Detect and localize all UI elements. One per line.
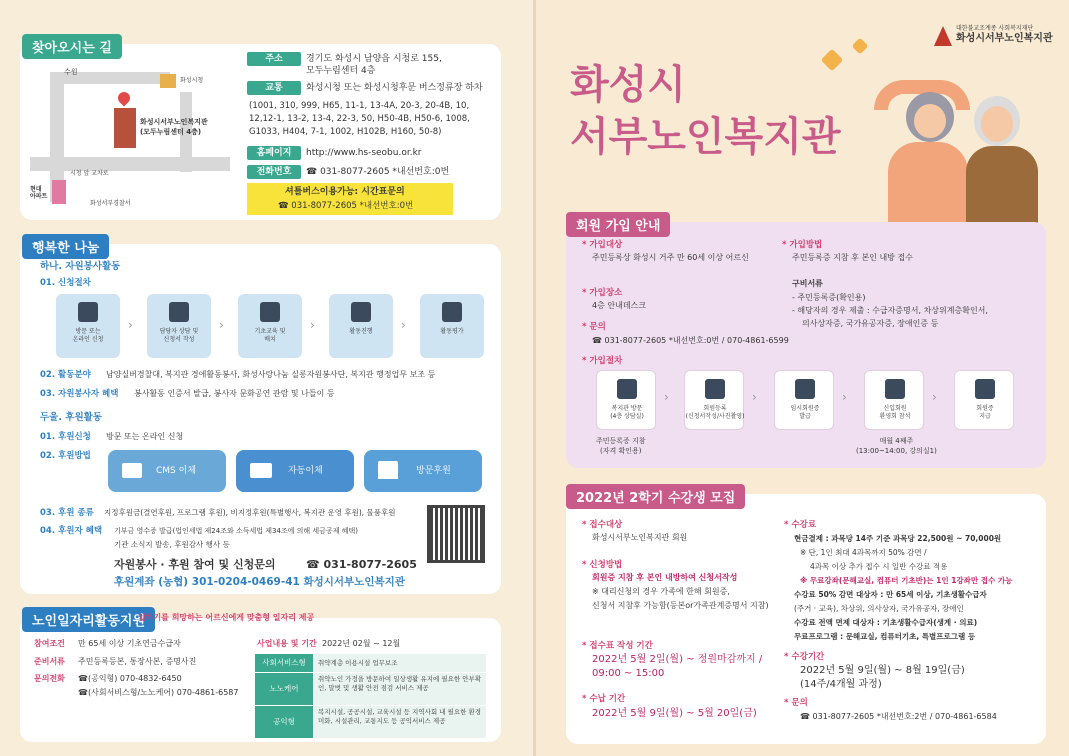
vol-step-1-caption: 방문 또는 온라인 신청 [72,328,104,343]
c-period-label: * 수강기간 [784,652,825,662]
title-line-1: 화성시 [570,62,686,108]
sharing-header: 행복한 나눔 [22,234,109,259]
c-apply-3: 신청서 지참후 가능함(등본or가족관계증명서 지참) [592,601,769,610]
inquiry-phone: ☎ 031-8077-2605 [306,558,417,571]
m-step-3 [774,370,834,430]
m-doc-2: - 해당자의 경우 제출 : 수급자증명서, 차상위계층확인서, [792,306,988,315]
heart-icon [852,38,869,55]
city-hall-building [160,74,176,88]
address-text-2: 모두누림센터 4층 [306,66,376,76]
jobs-header: 노인일자리활동지원 [22,607,155,632]
jobs-subheader: 일하기를 희망하는 어르신에게 맞춤형 일자리 제공 [138,613,315,622]
register-icon [705,379,725,399]
address-text: 경기도 화성시 남양읍 시청로 155, [306,54,442,64]
c-half-2: (주거 · 교육), 차상위, 의사상자, 국가유공자, 장애인 [794,604,964,613]
s4-text-b: 기관 소식지 발송, 후원감사 행사 등 [114,540,230,549]
auto-transfer-card [236,450,354,492]
id-card-icon [795,379,815,399]
vol-step-3 [238,294,302,358]
period-label: 사업내용 및 기간 [257,639,317,648]
benefit-text: 봉사활동 인증서 발급, 봉사자 문화공연 관람 및 나들이 등 [134,389,335,398]
m-doc-1: - 주민등록증(확인용) [792,293,866,302]
org-top: 대한불교조계종 사회복지재단 [956,25,1034,32]
couple-illustration [866,60,1046,225]
m-doc-3: 의사상자증, 국가유공자증, 장애인증 등 [802,319,939,328]
s1-text: 방문 또는 온라인 신청 [106,432,184,441]
shuttle-phone: ☎ 031-8077-2605 *내선번호:0번 [278,201,414,211]
map-label-intersection: 시청 앞 교차로 [70,170,109,177]
chevron-right-icon: › [401,318,406,332]
m-note-2: 매월 4째주 (13:00~14:00, 강의실1) [856,437,937,455]
bus-line-1: (1001, 310, 999, H65, 11-1, 13-4A, 20-3, 20-4B, 10, [249,101,470,111]
address-label: 주소 [247,52,301,66]
grandma-face [914,104,946,138]
c-apply-label: * 신청방법 [582,560,623,570]
c-target-label: * 접수대상 [582,520,623,530]
membership-header: 회원 가입 안내 [566,212,670,237]
web-label: 홈페이지 [247,146,301,160]
chevron-right-icon: › [664,390,669,404]
m-step-2 [684,370,744,430]
center-building [114,108,136,148]
s1-label: 01. 후원신청 [40,432,91,442]
c-pay-label: * 수납 기간 [582,694,626,704]
apartment-building [52,180,66,204]
right-panel [536,0,1069,756]
m-step-5 [954,370,1014,430]
vol-step-5-caption: 활동평가 [440,328,464,335]
m-step-4 [864,370,924,430]
m-method-text: 주민등록증 지참 후 본인 내방 접수 [792,253,913,262]
vol-step-4-caption: 활동진행 [349,328,373,335]
c-write-label: * 접수표 작성 기간 [582,641,653,651]
vol-step-1 [56,294,120,358]
desk-icon [260,302,280,322]
bus-line-2: 12,12-1, 13-2, 13-4, 22-3, 50, H50-4B, H50-6, 1008, [249,114,470,124]
phone-number: 031-8077-2605 *내선번호:0번 [320,167,450,177]
visit-sponsor-card [364,450,482,492]
location-map [30,62,230,212]
wallet-icon [250,463,272,478]
auto-label: 자동이체 [288,466,323,476]
shuttle-phone-number: 031-8077-2605 *내선번호:0번 [291,201,414,211]
shuttle-title: 셔틀버스이용가능: 시간표문의 [285,187,405,197]
phone-text: ☎ 031-8077-2605 *내선번호:0번 [306,167,450,177]
org-logo-icon [934,26,952,46]
m-step-5-caption: 회원증 지급 [976,405,994,420]
tel-label: 문의전화 [34,674,65,683]
visit-label: 방문후원 [416,466,451,476]
tel-2: ☎(사회서비스형/노노케어) 070-4861-6587 [78,688,239,697]
s2-label: 02. 후원방법 [40,451,91,461]
c-fee-1: 현금결제 : 과목당 14주 기준 과목당 22,500원 ~ 70,000원 [794,534,1002,543]
period-text: 2022년 02월 ~ 12월 [322,639,401,648]
c-fee-2: ※ 단, 1인 최대 4과목까지 50% 감면 / [800,548,927,557]
chevron-right-icon: › [310,318,315,332]
member-card-icon [975,379,995,399]
watering-icon [351,302,371,322]
grandma-body [888,142,968,225]
m-step-1 [596,370,656,430]
c-inq-label: * 문의 [784,698,808,708]
c-period-2: (14주/4개월 과정) [800,679,882,690]
card-icon [122,463,142,478]
map-label-city-hall: 화성시청 [180,77,204,84]
m-step-1-caption: 복지관 방문 (4층 상담실) [610,405,644,420]
form-icon [169,302,189,322]
cond-label: 참여조건 [34,639,65,648]
presentation-icon [442,302,462,322]
phone-label: 전화번호 [247,165,301,179]
cond-text: 만 65세 이상 기초연금수급자 [78,639,181,648]
row-header-public: 공익형 [255,706,313,738]
m-note-1: 주민등록증 지참 (자격 확인용) [596,437,646,455]
c-pay-text: 2022년 5월 9일(월) ~ 5월 20일(금) [592,708,757,719]
map-label-center-sub: (모두누림센터 4층) [140,128,202,136]
c-period-1: 2022년 5월 9일(월) ~ 8월 19일(금) [800,665,965,676]
org-name: 화성시서부노인복지관 [956,33,1053,44]
c-free: 수강료 전액 면제 대상자 : 기초생활수급자(생계 · 의료) [794,618,978,627]
building-icon [617,379,637,399]
transit-text: 화성시청 또는 화성시청후문 버스정류장 하차 [306,83,483,93]
docs-text: 주민등록등본, 통장사본, 증명사진 [78,657,197,666]
volunteer-title: 하나. 자원봉사활동 [40,261,121,272]
chevron-right-icon: › [219,318,224,332]
heart-icon [821,49,844,72]
m-proc-label: * 가입절차 [582,356,623,366]
vol-step-5 [420,294,484,358]
m-place-text: 4층 안내데스크 [592,301,647,310]
vol-step-2 [147,294,211,358]
m-step-4-caption: 신입회원 환영회 참석 [879,405,911,420]
m-inq-text: ☎ 031-8077-2605 *내선번호:0번 / 070-4861-6599 [592,336,789,345]
row-cell-public: 복지시설, 공공시설, 교육시설 등 지역사회 내 필요한 환경미화, 시설관리, 교통지도 등 공익서비스 제공 [314,706,486,738]
m-place-label: * 가입장소 [582,288,623,298]
grandpa-face [981,106,1013,142]
m-docs-title: 구비서류 [792,279,823,288]
map-label-center: 화성시서부노인복지관 [140,118,208,126]
m-method-label: * 가입방법 [782,240,823,250]
c-apply-1: 회원증 지참 후 본인 내방하여 신청서작성 [592,573,738,582]
tel-1: ☎(공익형) 070-4832-6450 [78,674,182,683]
people-icon [885,379,905,399]
m-target-label: * 가입대상 [582,240,623,250]
vol-step-2-caption: 담당자 상담 및 신청서 작성 [159,328,199,343]
field-text: 남양실버경찰대, 복지관 경애활동봉사, 화성사랑나눔 실롱자원봉사단, 복지관 행정업무 보조 등 [106,370,436,379]
web-link[interactable]: http://www.hs-seobu.or.kr [306,148,422,158]
s3-text: 지정후원금(결연후원, 프로그램 후원), 비지정후원(특별행사, 복지관 운영 후원), 물품후원 [104,508,396,517]
title-line-2: 서부노인복지관 [570,114,841,160]
c-inq-text: ☎ 031-8077-2605 *내선번호:2번 / 070-4861-6584 [800,712,997,721]
left-panel [0,0,534,756]
m-step-2-caption: 회원등록 (신청서작성/사진촬영) [685,405,745,420]
c-free-2: 무료프로그램 : 문해교실, 컴퓨터기초, 특별프로그램 등 [794,632,976,641]
c-fee-3: 4과목 이상 추가 접수 시 일반 수강료 적용 [810,562,948,571]
account-text: 후원계좌 (농협) 301-0204-0469-41 화성시서부노인복지관 [114,576,405,588]
vol-step-4 [329,294,393,358]
map-label-suwon: 수원 [64,68,78,76]
c-fee-label: * 수강료 [784,520,817,530]
docs-label: 준비서류 [34,657,65,666]
m-step-3-caption: 임시회원증 발급 [790,405,820,420]
s4-label: 04. 후원자 혜택 [40,526,103,536]
bus-line-3: G1033, H404, 7-1, 1002, H102B, H160, 50-8) [249,127,442,137]
browser-icon [78,302,98,322]
directions-header: 찾아오시는 길 [22,34,122,59]
course-header: 2022년 2학기 수강생 모집 [566,484,745,509]
house-icon [378,461,398,479]
c-write-2: 09:00 ~ 15:00 [592,668,665,679]
c-fee-4: ※ 무료강좌(문해교실, 컴퓨터 기초반)는 1인 1강좌만 접수 가능 [800,576,1013,585]
location-pin-icon [116,90,133,107]
row-header-social: 사회서비스형 [255,654,313,672]
s4-text-a: 기부금 영수증 발급(법인세법 제24조와 소득세법 제34조에 의해 세금공제 혜택) [114,527,358,535]
map-label-apt: 현대 아파트 [30,186,48,200]
qr-code[interactable] [427,505,485,563]
c-half: 수강료 50% 감면 대상자 : 만 65세 이상, 기초생활수급자 [794,590,987,599]
vol-step-3-caption: 기초교육 및 배치 [254,328,286,343]
c-write-1: 2022년 5월 2일(월) ~ 정원마감까지 / [592,654,763,665]
transit-label: 교통 [247,81,301,95]
m-target-text: 주민등록상 화성시 거주 만 60세 이상 어르신 [592,253,749,262]
inquiry-text: 자원봉사 · 후원 참여 및 신청문의 [114,558,276,571]
map-label-police: 화성서부경찰서 [90,200,131,207]
chevron-right-icon: › [128,318,133,332]
row-cell-social: 취약계층 이용시설 업무보조 [314,654,486,672]
c-target-text: 화성시서부노인복지관 회원 [592,533,688,542]
m-inq-label: * 문의 [582,322,606,332]
procedure-title: 01. 신청절차 [40,278,91,288]
field-label: 02. 활동분야 [40,370,91,380]
chevron-right-icon: › [932,390,937,404]
benefit-label: 03. 자원봉사자 혜택 [40,389,119,399]
chevron-right-icon: › [752,390,757,404]
row-cell-care: 취약노인 가정을 방문하여 일상생활 유지에 필요한 안부확인, 말벗 및 생활 안전 점검 서비스 제공 [314,673,486,705]
cms-label: CMS 이체 [156,466,197,476]
grandpa-body [966,146,1038,225]
s3-label: 03. 후원 종류 [40,508,94,518]
road-horizontal [30,157,230,171]
c-apply-2: ※ 대리신청의 경우 가족에 한해 회원증, [592,587,730,596]
sponsor-title: 두울. 후원활동 [40,412,102,423]
chevron-right-icon: › [842,390,847,404]
row-header-care: 노노케어 [255,673,313,705]
cms-transfer-card [108,450,226,492]
